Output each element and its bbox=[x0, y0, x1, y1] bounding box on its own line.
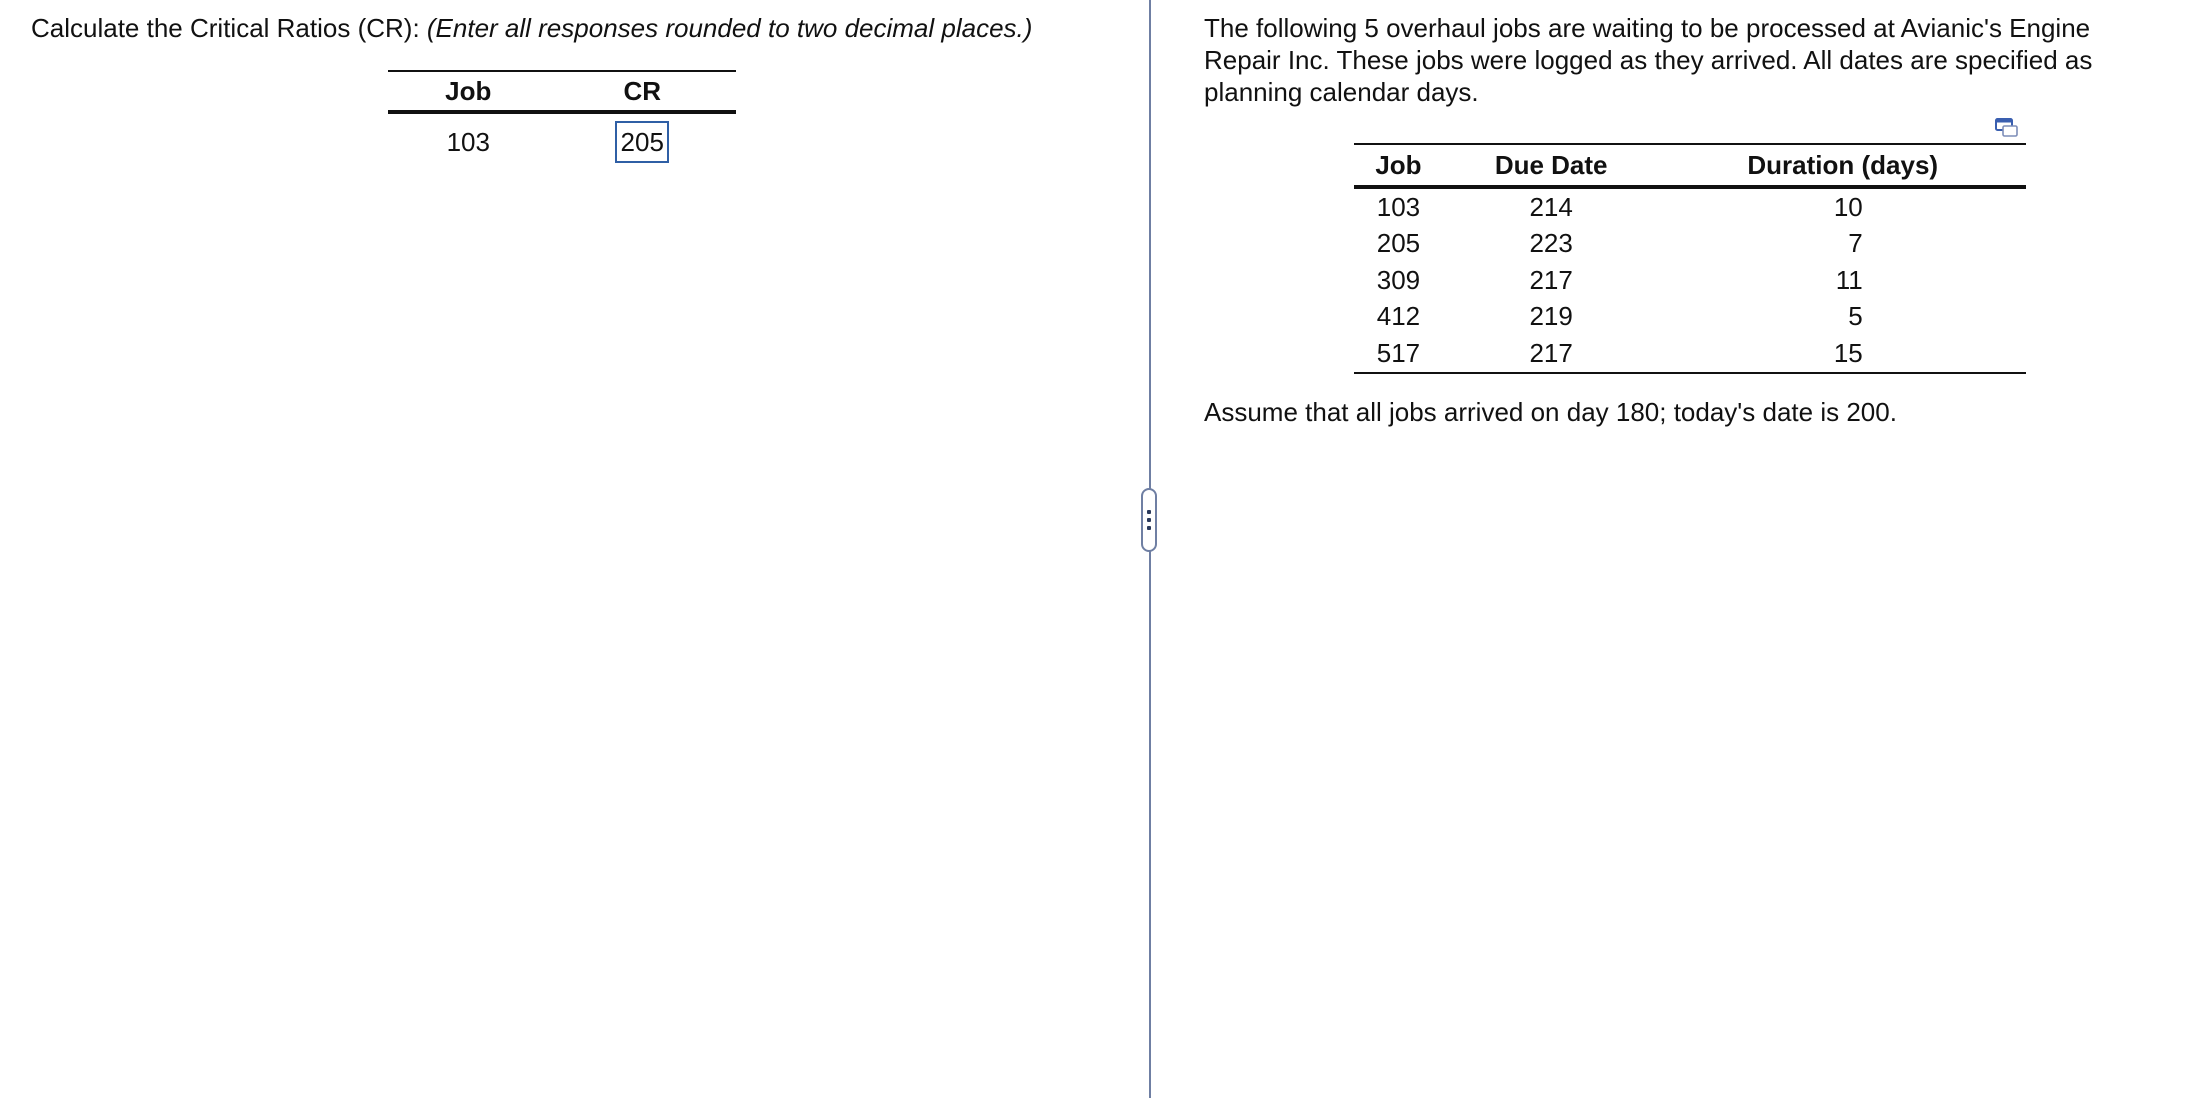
copy-table-icon[interactable] bbox=[1994, 117, 2020, 139]
job-cell: 412 bbox=[1376, 301, 1421, 332]
duration-cell bbox=[1659, 187, 2026, 226]
jobs-table-header-row bbox=[1354, 144, 2026, 187]
job-cell: 309 bbox=[1376, 264, 1421, 295]
duration-cell bbox=[1659, 262, 2026, 299]
job-cell: 103 bbox=[1376, 191, 1421, 222]
question-instruction: (Enter all responses rounded to two decimal places.) bbox=[426, 13, 1033, 43]
duration-value: 11 bbox=[1835, 264, 1863, 295]
jobs-header-job: Job bbox=[1354, 144, 1443, 187]
job-cell: 517 bbox=[1354, 335, 1443, 373]
due-date-cell: 219 bbox=[1529, 301, 1573, 332]
due-date-cell: 223 bbox=[1529, 228, 1573, 259]
table-row bbox=[1354, 299, 2026, 336]
duration-cell bbox=[1659, 299, 2026, 336]
cr-header-cr: CR bbox=[549, 71, 736, 112]
duration-value: 10 bbox=[1833, 191, 1863, 222]
duration-value: 7 bbox=[1848, 228, 1863, 259]
due-date-cell: 217 bbox=[1443, 335, 1660, 373]
duration-cell bbox=[1659, 335, 2026, 373]
table-row bbox=[1354, 226, 2026, 263]
table-row bbox=[1354, 335, 2026, 373]
cr-value-cell bbox=[549, 112, 736, 170]
cr-job-cell: 103 bbox=[446, 126, 490, 157]
handle-dot bbox=[1147, 510, 1151, 514]
handle-dot bbox=[1147, 526, 1151, 530]
table-row bbox=[1354, 187, 2026, 226]
duration-value: 5 bbox=[1848, 301, 1863, 332]
job-cell: 205 bbox=[1376, 228, 1421, 259]
handle-dot bbox=[1147, 518, 1151, 522]
problem-pane bbox=[1152, 0, 2186, 1100]
cr-table-header-row bbox=[388, 71, 736, 112]
due-date-cell: 217 bbox=[1529, 264, 1573, 295]
table-row bbox=[1354, 262, 2026, 299]
question-text bbox=[31, 12, 1032, 44]
table-row bbox=[388, 112, 736, 170]
jobs-header-due-date: Due Date bbox=[1443, 144, 1660, 187]
duration-cell bbox=[1659, 226, 2026, 263]
duration-value: 15 bbox=[1833, 337, 1863, 368]
due-date-cell: 214 bbox=[1529, 191, 1573, 222]
jobs-table bbox=[1354, 143, 2026, 374]
jobs-header-duration: Duration (days) bbox=[1659, 144, 2026, 187]
problem-intro: The following 5 overhaul jobs are waiting to be processed at Avianic's Engine Repair Inc. These jobs were logged as they arrived. All dates are specified as planning calendar days. bbox=[1204, 13, 2093, 107]
cr-header-job: Job bbox=[388, 71, 549, 112]
cr-answer-table bbox=[388, 70, 736, 170]
cr-answer-input[interactable] bbox=[615, 121, 669, 163]
question-main: Calculate the Critical Ratios (CR): bbox=[31, 13, 427, 43]
assumption-text: Assume that all jobs arrived on day 180; today's date is 200. bbox=[1204, 397, 1897, 427]
